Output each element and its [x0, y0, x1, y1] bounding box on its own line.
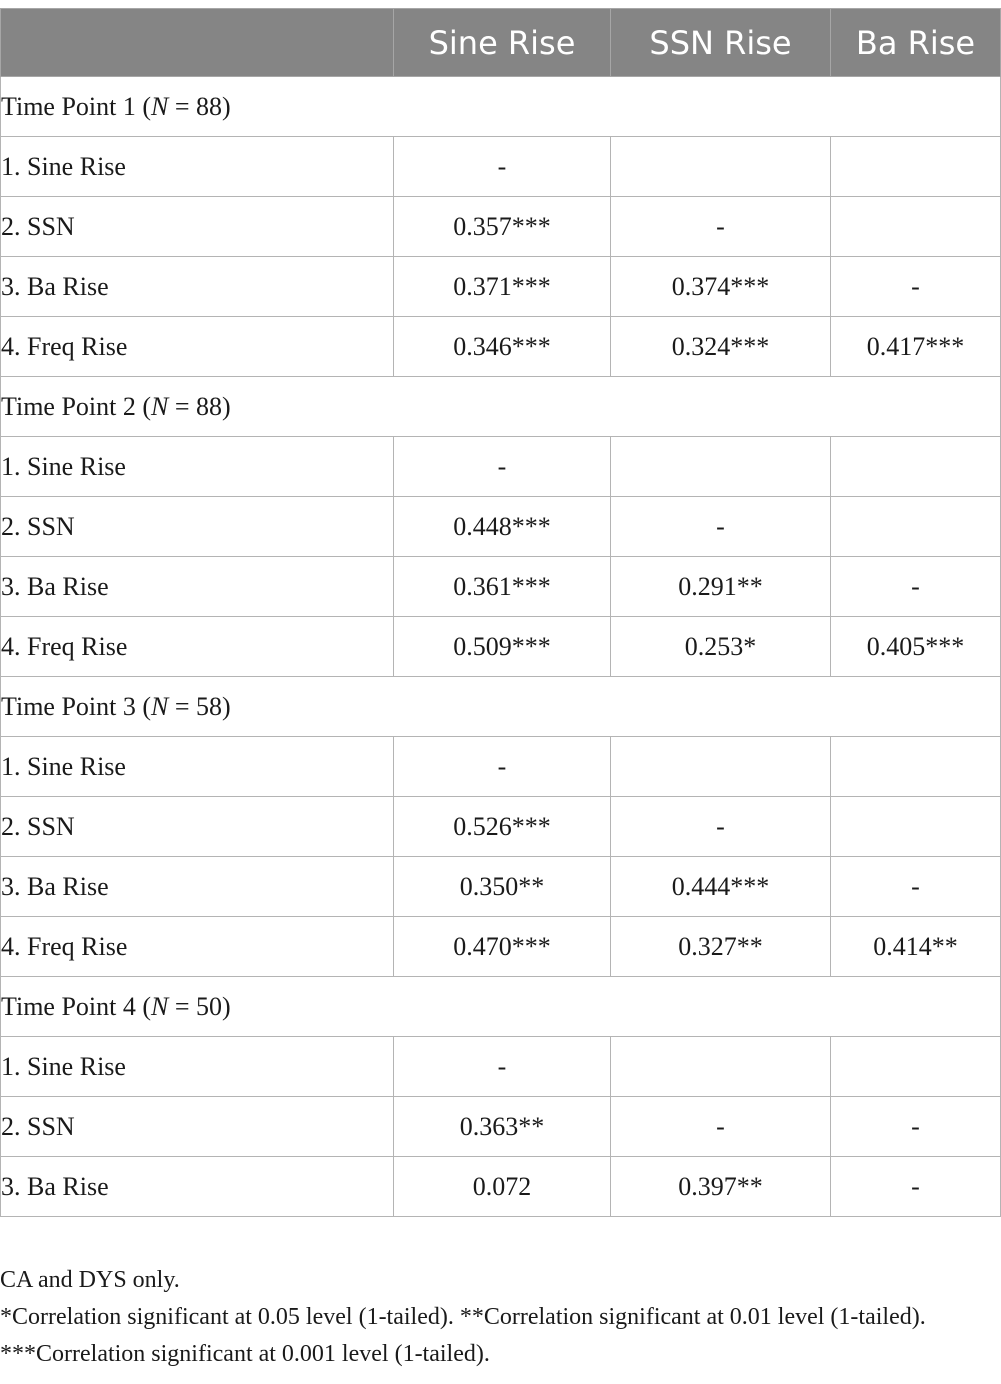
correlation-cell: - [831, 1157, 1001, 1217]
table-row [1, 1037, 1001, 1097]
time-point-label: Time Point 3 ( [1, 691, 152, 721]
time-point-label: Time Point 2 ( [1, 391, 152, 421]
table-row [1, 1157, 1001, 1217]
correlation-cell: 0.327** [611, 917, 831, 977]
row-label: 2. SSN [1, 497, 394, 557]
table-row [1, 1097, 1001, 1157]
sample-size-value: = 50) [168, 991, 231, 1021]
correlation-cell [611, 437, 831, 497]
correlation-cell: 0.291** [611, 557, 831, 617]
table-row [1, 557, 1001, 617]
table-row [1, 797, 1001, 857]
correlation-cell [611, 1037, 831, 1097]
time-point-title [1, 77, 1001, 137]
correlation-cell: 0.361*** [394, 557, 611, 617]
sample-size-symbol: N [151, 691, 169, 721]
correlation-cell: 0.414** [831, 917, 1001, 977]
time-point-row [1, 377, 1001, 437]
footnote-significance: *Correlation significant at 0.05 level (1-tailed). **Correlation significant at 0.01 level (1-tailed). ***Correlation significant at 0.001 level (1-tailed). [0, 1304, 926, 1367]
time-point-row [1, 677, 1001, 737]
correlation-cell: 0.448*** [394, 497, 611, 557]
time-point-row [1, 77, 1001, 137]
row-label: 1. Sine Rise [1, 437, 394, 497]
correlation-cell: 0.444*** [611, 857, 831, 917]
correlation-cell [611, 137, 831, 197]
correlation-cell [831, 197, 1001, 257]
table-header [1, 9, 1001, 77]
header-ba-rise: Ba Rise [831, 9, 1001, 77]
table-row [1, 317, 1001, 377]
correlation-cell: 0.072 [394, 1157, 611, 1217]
correlation-cell: - [831, 257, 1001, 317]
correlation-cell: 0.346*** [394, 317, 611, 377]
correlation-cell: 0.397** [611, 1157, 831, 1217]
time-point-title [1, 677, 1001, 737]
correlation-cell: 0.253* [611, 617, 831, 677]
correlation-cell: - [394, 1037, 611, 1097]
correlation-cell: 0.350** [394, 857, 611, 917]
correlation-cell: 0.509*** [394, 617, 611, 677]
correlation-cell [831, 137, 1001, 197]
correlation-cell: - [831, 557, 1001, 617]
correlation-cell: 0.357*** [394, 197, 611, 257]
row-label: 1. Sine Rise [1, 737, 394, 797]
table-row [1, 197, 1001, 257]
correlation-cell [831, 1037, 1001, 1097]
correlation-cell: 0.417*** [831, 317, 1001, 377]
table-footnotes [0, 1262, 995, 1373]
correlation-cell [611, 737, 831, 797]
sample-size-value: = 88) [168, 91, 231, 121]
header-row [1, 9, 1001, 77]
correlation-cell: - [831, 857, 1001, 917]
row-label: 3. Ba Rise [1, 257, 394, 317]
row-label: 2. SSN [1, 1097, 394, 1157]
correlation-cell: - [611, 797, 831, 857]
table-row [1, 497, 1001, 557]
table-row [1, 917, 1001, 977]
row-label: 2. SSN [1, 797, 394, 857]
correlation-cell: - [831, 1097, 1001, 1157]
row-label: 3. Ba Rise [1, 857, 394, 917]
correlation-cell: - [611, 197, 831, 257]
correlation-cell [831, 797, 1001, 857]
table-body [1, 77, 1001, 1217]
time-point-row [1, 977, 1001, 1037]
correlation-cell: 0.324*** [611, 317, 831, 377]
row-label: 3. Ba Rise [1, 557, 394, 617]
sample-size-value: = 58) [168, 691, 231, 721]
row-label: 4. Freq Rise [1, 917, 394, 977]
time-point-label: Time Point 4 ( [1, 991, 152, 1021]
row-label: 3. Ba Rise [1, 1157, 394, 1217]
sample-size-value: = 88) [168, 391, 231, 421]
header-ssn-rise: SSN Rise [611, 9, 831, 77]
row-label: 1. Sine Rise [1, 1037, 394, 1097]
correlation-cell: 0.363** [394, 1097, 611, 1157]
sample-size-symbol: N [151, 391, 169, 421]
table-row [1, 257, 1001, 317]
row-label: 2. SSN [1, 197, 394, 257]
correlation-cell: - [394, 737, 611, 797]
correlation-cell: 0.374*** [611, 257, 831, 317]
time-point-label: Time Point 1 ( [1, 91, 152, 121]
correlation-cell: 0.405*** [831, 617, 1001, 677]
row-label: 4. Freq Rise [1, 317, 394, 377]
sample-size-symbol: N [151, 91, 169, 121]
table-row [1, 737, 1001, 797]
row-label: 4. Freq Rise [1, 617, 394, 677]
sample-size-symbol: N [151, 991, 169, 1021]
correlation-cell: - [394, 137, 611, 197]
correlation-cell: - [611, 1097, 831, 1157]
correlation-cell: 0.371*** [394, 257, 611, 317]
correlation-cell [831, 437, 1001, 497]
time-point-title [1, 377, 1001, 437]
correlation-table [0, 8, 1001, 1217]
table-row [1, 437, 1001, 497]
correlation-cell: 0.526*** [394, 797, 611, 857]
table-row [1, 857, 1001, 917]
header-sine-rise: Sine Rise [394, 9, 611, 77]
correlation-cell: - [611, 497, 831, 557]
correlation-cell [831, 737, 1001, 797]
table-row [1, 137, 1001, 197]
row-label: 1. Sine Rise [1, 137, 394, 197]
header-corner [1, 9, 394, 77]
table-row [1, 617, 1001, 677]
correlation-cell: - [394, 437, 611, 497]
footnote-sample: CA and DYS only. [0, 1267, 180, 1293]
correlation-cell [831, 497, 1001, 557]
time-point-title [1, 977, 1001, 1037]
correlation-cell: 0.470*** [394, 917, 611, 977]
